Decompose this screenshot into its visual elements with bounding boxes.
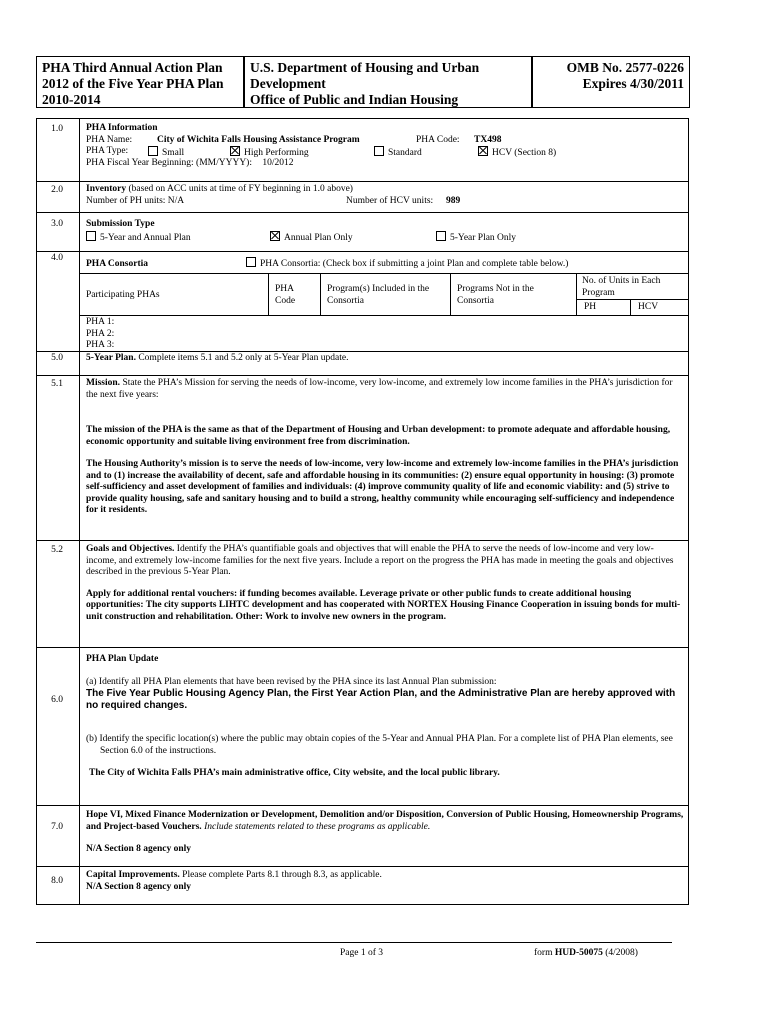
type-hcv-option[interactable] <box>478 146 556 160</box>
mission-title: Mission. <box>86 378 121 388</box>
hcv-units-label: Number of HCV units: <box>346 195 434 206</box>
section-number: 7.0 <box>51 822 63 832</box>
standard-checkbox[interactable] <box>374 146 384 156</box>
hcv-label: HCV (Section 8) <box>492 148 557 158</box>
consortia-option[interactable] <box>246 257 568 271</box>
inventory-section <box>86 184 684 207</box>
header-title-line-3: 2010-2014 <box>42 92 101 107</box>
pha-information-title: PHA Information <box>86 123 158 133</box>
five-year-and-annual-checkbox[interactable] <box>86 231 96 241</box>
header-omb-box <box>532 56 690 108</box>
five-year-plan-title: 5-Year Plan. <box>86 353 136 363</box>
annual-plan-only-option[interactable] <box>270 231 353 245</box>
five-year-only-option[interactable] <box>436 231 516 245</box>
fiscal-year-value: 10/2012 <box>262 157 294 168</box>
col-participating-phas: Participating PHAs <box>86 290 160 300</box>
goals-title: Goals and Objectives. <box>86 544 175 554</box>
section-number: 6.0 <box>51 695 63 705</box>
hcv-units-value: 989 <box>446 195 461 206</box>
consortia-row: PHA 2: <box>86 328 115 339</box>
col-programs-included <box>327 284 429 307</box>
section-number: 3.0 <box>51 219 63 229</box>
five-year-plan-text: Complete items 5.1 and 5.2 only at 5-Year Plan update. <box>135 353 349 363</box>
type-standard-option[interactable] <box>374 146 422 160</box>
plan-update-item-b-answer: The City of Wichita Falls PHA’s main administrative office, City website, and the local public library. <box>89 768 500 778</box>
consortia-row: PHA 3: <box>86 340 115 350</box>
standard-label: Standard <box>388 148 422 158</box>
goals-section <box>86 544 682 623</box>
goals-instructions: Identify the PHA’s quantifiable goals and objectives that will enable the PHA to serve the needs of low-income and very low-income, and extremely low-income families for the next five years. Include a report on the progress the PHA has made in meeting the goals and objectives described in the previous 5-Year Plan. <box>86 544 674 577</box>
consortia-check-label: PHA Consortia: (Check box if submitting a joint Plan and complete table below.) <box>260 259 569 269</box>
high-performing-checkbox[interactable] <box>230 146 240 156</box>
mission-paragraph-2: The Housing Authority’s mission is to serve the needs of low-income, very low-income and extremely low-income families in the PHA’s jurisdiction and to (1) increase the availability of decent, safe and affordable housing in its communities: (2) ensure equal opportunity in housing: (3) promote self-sufficiency and asset development of families and individuals: (4) improve community quality of life and economic viability: and (5) strive to provide quality housing, safe and sanitary housing and to build a strong, healthy community while encouraging self-sufficiency and independence for it residents. <box>86 459 679 515</box>
section-number: 5.2 <box>51 545 63 555</box>
section-number: 4.0 <box>51 253 63 263</box>
five-year-plan-section <box>86 353 684 365</box>
pha-type-label: PHA Type: <box>86 146 129 156</box>
col-units-line-2: Program <box>582 287 615 298</box>
high-performing-label: High Performing <box>244 148 309 158</box>
consortia-title: PHA Consortia <box>86 259 149 269</box>
mission-paragraph-1: The mission of the PHA is the same as that of the Department of Housing and Urban development: to promote adequate and affordable housing, economic opportunity and suitable living environment free from discrimination. <box>86 425 671 447</box>
col-ph: PH <box>584 302 597 312</box>
hope-vi-section <box>86 810 684 856</box>
type-small-option[interactable] <box>148 146 184 160</box>
consortia-checkbox[interactable] <box>246 257 256 267</box>
goals-paragraph: Apply for additional rental vouchers: if funding becomes available. Leverage private or other public funds to create additional housing opportunities: The city supports LIHTC development and has cooperated with NORTEX Housing Finance Cooperation in issuing bonds for multi-unit construction and rehabilitation. Other: Work to involve new owners in the program. <box>86 588 681 622</box>
col-units-per-program <box>582 276 660 299</box>
col-units-line-1: No. of Units in Each <box>582 276 661 286</box>
col-pha-code <box>275 284 295 307</box>
five-year-and-annual-label: 5-Year and Annual Plan <box>100 232 191 243</box>
annual-plan-only-checkbox[interactable] <box>270 231 280 241</box>
pha-name-value: City of Wichita Falls Housing Assistance Program <box>157 134 360 145</box>
plan-update-item-a-answer: The Five Year Public Housing Agency Plan, the First Year Action Plan, and the Administrative Plan are hereby approved with no required changes. <box>86 688 676 711</box>
form-id: HUD-50075 <box>554 948 603 958</box>
plan-update-section <box>86 654 684 780</box>
small-label: Small <box>162 148 185 158</box>
capital-improvements-title: Capital Improvements. <box>86 870 180 880</box>
omb-expiration: Expires 4/30/2011 <box>582 76 684 91</box>
header-agency-line-3: Office of Public and Indian Housing <box>250 92 459 107</box>
mission-instructions: State the PHA’s Mission for serving the needs of low-income, very low-income, and extremely low income families in the PHA’s jurisdiction for the next five years: <box>86 378 673 400</box>
plan-update-item-b: (b) Identify the specific location(s) where the public may obtain copies of the 5-Year and Annual PHA Plan. For a complete list of PHA Plan elements, see Section 6.0 of the instructions. <box>86 734 673 756</box>
fiscal-year-label: PHA Fiscal Year Beginning: (MM/YYYY): <box>86 157 252 168</box>
five-year-only-label: 5-Year Plan Only <box>450 232 517 243</box>
hope-vi-title: Hope VI, Mixed Finance Modernization or Development, Demolition and/or Disposition, Conversion of Public Housing, Homeownership Programs, and Project-based Vouchers. <box>86 810 684 832</box>
consortia-row: PHA 1: <box>86 317 115 327</box>
col-programs-included-line-1: Program(s) Included in the <box>327 284 430 294</box>
submission-type-title: Submission Type <box>86 219 155 229</box>
plan-update-title: PHA Plan Update <box>86 654 159 664</box>
col-hcv: HCV <box>638 302 659 312</box>
col-pha-code-line-2: Code <box>275 295 296 306</box>
hope-vi-note: Include statements related to these programs as applicable. <box>201 821 431 832</box>
annual-plan-only-label: Annual Plan Only <box>284 232 353 243</box>
pha-name-label: PHA Name: <box>86 134 133 145</box>
five-year-only-checkbox[interactable] <box>436 231 446 241</box>
section-number: 5.0 <box>51 353 63 363</box>
five-year-and-annual-option[interactable] <box>86 231 191 245</box>
section-number: 1.0 <box>51 124 63 134</box>
header-agency-box <box>244 56 532 108</box>
header-title-box <box>36 56 244 108</box>
capital-improvements-answer: N/A Section 8 agency only <box>86 881 192 892</box>
pha-code-value: TX498 <box>474 134 502 145</box>
col-programs-not-line-1: Programs Not in the <box>457 284 534 294</box>
submission-type-section <box>86 219 684 242</box>
header-title-line-2: 2012 of the Five Year PHA Plan <box>42 76 224 91</box>
pha-information-section <box>86 123 684 169</box>
header-title-line-1: PHA Third Annual Action Plan <box>42 60 223 75</box>
section-number: 2.0 <box>51 185 63 195</box>
pha-code-label: PHA Code: <box>416 134 460 145</box>
section-number: 5.1 <box>51 379 63 389</box>
mission-section <box>86 378 682 517</box>
consortia-rows <box>86 317 114 352</box>
plan-update-item-a: (a) Identify all PHA Plan elements that have been revised by the PHA since its last Annual Plan submission: <box>86 676 497 687</box>
section-number: 8.0 <box>51 876 63 886</box>
small-checkbox[interactable] <box>148 146 158 156</box>
hope-vi-answer: N/A Section 8 agency only <box>86 844 192 854</box>
omb-number: OMB No. 2577-0226 <box>566 60 684 75</box>
header-agency-line-1: U.S. Department of Housing and Urban <box>250 60 480 75</box>
type-high-performing-option[interactable] <box>230 146 309 160</box>
form-prefix: form <box>534 948 555 958</box>
form-number <box>534 948 638 960</box>
capital-improvements-text: Please complete Parts 8.1 through 8.3, as applicable. <box>179 870 382 880</box>
inventory-title: Inventory <box>86 184 127 194</box>
form-date: (4/2008) <box>602 948 638 958</box>
page-number: Page 1 of 3 <box>340 948 384 958</box>
col-pha-code-line-1: PHA <box>275 284 295 294</box>
header-agency-line-2: Development <box>250 76 326 91</box>
ph-units: Number of PH units: N/A <box>86 195 185 206</box>
inventory-note: (based on ACC units at time of FY beginning in 1.0 above) <box>128 184 353 194</box>
footer-rule <box>36 942 672 943</box>
col-programs-not-included <box>457 284 534 307</box>
capital-improvements-section <box>86 870 684 893</box>
col-programs-included-line-2: Consortia <box>327 295 364 306</box>
hcv-checkbox[interactable] <box>478 146 488 156</box>
col-programs-not-line-2: Consortia <box>457 295 494 306</box>
